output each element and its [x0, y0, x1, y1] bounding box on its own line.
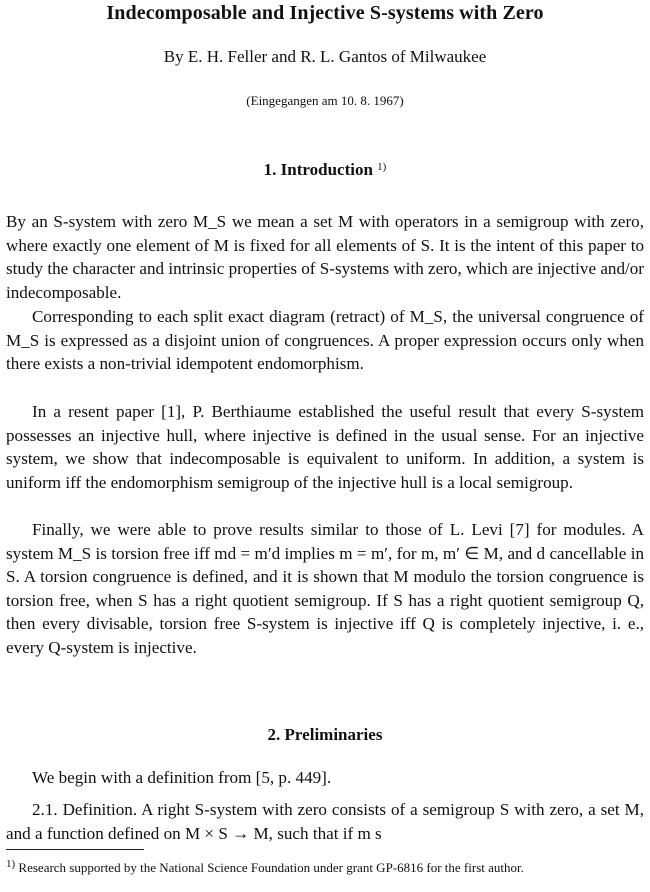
section-number: 2.: [267, 725, 281, 744]
paper-title: [0, 2, 650, 25]
received-text: (Eingegangen am 10. 8. 1967): [246, 93, 404, 108]
received-date: [0, 93, 650, 109]
paragraph-3-text: In a resent paper [1], P. Berthiaume established the useful result that every S-system possesses an injective hull, where injective is defined in the usual sense. For an injective system, we show that indecomposable is equivalent to uniform. In addition, a system is uniform iff the endomorphism semigroup of the injective hull is a local semigroup.: [6, 402, 644, 492]
footnote-marker: 1): [377, 161, 387, 173]
paragraph-1: [6, 210, 644, 304]
paragraph-2: [6, 305, 644, 376]
authors-text: By E. H. Feller and R. L. Gantos of Milwaukee: [163, 47, 487, 66]
section-introduction-heading: [0, 160, 650, 180]
authors-line: [0, 47, 650, 67]
section-title-text: Introduction: [280, 160, 373, 179]
paragraph-2-text: Corresponding to each split exact diagram (retract) of M_S, the universal congruence of M_S is expressed as a disjoint union of congruences. A proper expression occurs only when there exists a non-trivial idempotent endomorphism.: [6, 307, 644, 373]
paragraph-5: [6, 766, 644, 790]
footnote-text: Research supported by the National Science Foundation under grant GP-6816 for the first author.: [18, 860, 524, 875]
paragraph-6: [6, 798, 644, 845]
title-text: Indecomposable and Injective S-systems with Zero: [106, 2, 544, 24]
footnote: [6, 856, 644, 876]
section-preliminaries-heading: [0, 725, 650, 745]
footnote-marker: 1): [6, 858, 16, 870]
paragraph-3: [6, 400, 644, 494]
footnote-divider: [6, 849, 144, 850]
paragraph-6-text: 2.1. Definition. A right S-system with zero consists of a semigroup S with zero, a set M, and a function defined on M × S → M, such that if m s: [6, 800, 644, 843]
paragraph-5-text: We begin with a definition from [5, p. 449].: [32, 768, 332, 787]
section-title-text: Preliminaries: [284, 725, 383, 744]
paragraph-1-text: By an S-system with zero M_S we mean a set M with operators in a semigroup with zero, where exactly one element of M is fixed for all elements of S. It is the intent of this paper to study the character and intrinsic properties of S-systems with zero, which are injective and/or indecomposable.: [6, 212, 644, 302]
section-number: 1.: [263, 160, 277, 179]
paragraph-4: [6, 518, 644, 659]
paragraph-4-text: Finally, we were able to prove results similar to those of L. Levi [7] for modules. A system M_S is torsion free iff md = m′d implies m = m′, for m, m′ ∈ M, and d cancellable in S. A torsion congruence is defined, and it is shown that M modulo the torsion congruence is torsion free, when S has a right quotient semigroup. If S has a right quotient semigroup Q, then every divisable, torsion free S-system is injective iff Q is completely injective, i. e., every Q-system is injective.: [6, 520, 644, 657]
